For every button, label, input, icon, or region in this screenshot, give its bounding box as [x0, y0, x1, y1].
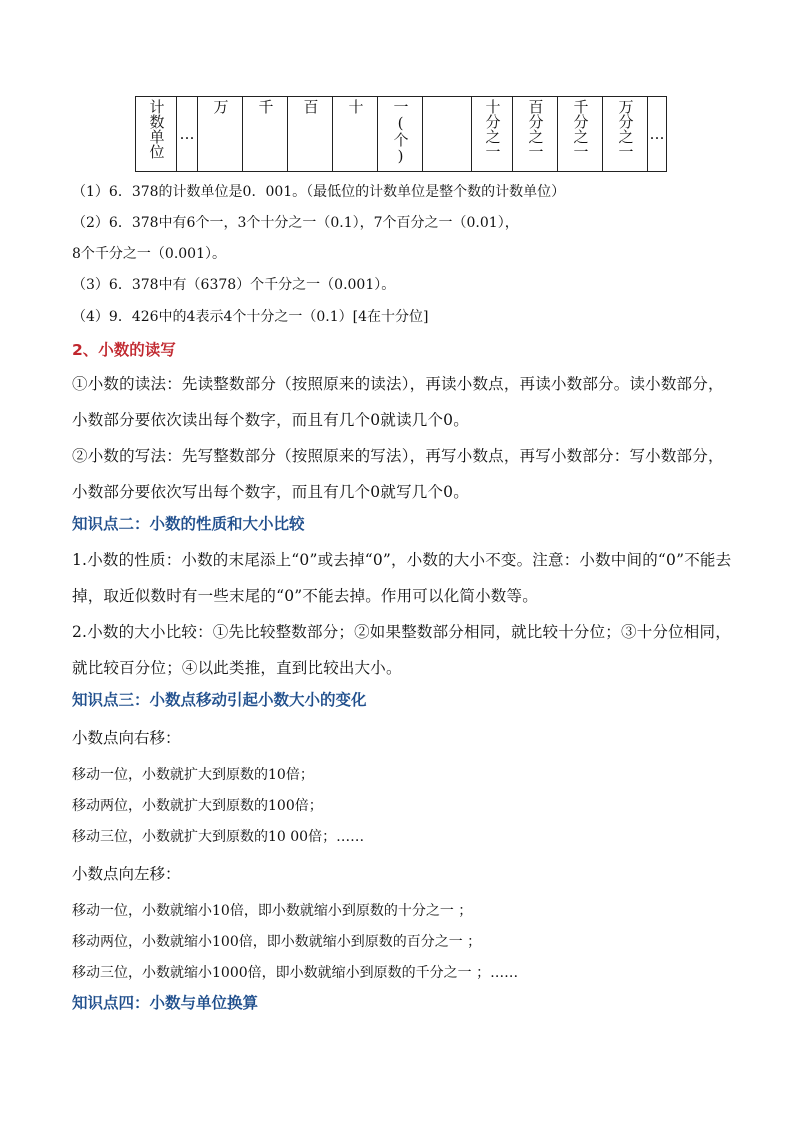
decimal-property: 1.小数的性质：小数的末尾添上“0”或去掉“0”，小数的大小不变。注意：小数中间的“0”不能去掉，取近似数时有一些末尾的“0”不能去掉。作用可以化简小数等。 — [72, 551, 732, 605]
counting-unit-table — [135, 96, 667, 172]
writing-rule: ②小数的写法：先写整数部分（按照原来的写法），再写小数点，再写小数部分：写小数部分，小数部分要依次写出每个数字，而且有几个0就写几个0。 — [72, 447, 724, 501]
move-right-2: 移动两位，小数就扩大到原数的100倍； — [72, 798, 323, 814]
table-cell: 百分之一 — [513, 97, 558, 172]
move-left-title: 小数点向左移： — [72, 865, 181, 883]
note-4: （4）9．426中的4表示4个十分之一（0.1）[4在十分位] — [72, 309, 429, 325]
move-left-3: 移动三位，小数就缩小1000倍，即小数就缩小到原数的千分之一 ；…… — [72, 965, 519, 981]
table-cell: 千 — [243, 97, 288, 172]
decimal-comparison: 2.小数的大小比较：①先比较整数部分；②如果整数部分相同，就比较十分位；③十分位相同，就比较百分位；④以此类推，直到比较出大小。 — [72, 623, 731, 677]
move-right-3: 移动三位，小数就扩大到原数的10 00倍；…… — [72, 829, 365, 845]
table-cell: 十 — [333, 97, 378, 172]
table-cell: 万分之一 — [603, 97, 648, 172]
move-right-1: 移动一位，小数就扩大到原数的10倍； — [72, 767, 314, 783]
section-title-reading-writing: 2、小数的读写 — [72, 341, 176, 359]
table-cell: 千分之一 — [558, 97, 603, 172]
knowledge-point-3-title: 知识点三：小数点移动引起小数大小的变化 — [72, 691, 367, 709]
note-1: （1）6．378的计数单位是0．001。（最低位的计数单位是整个数的计数单位） — [72, 184, 566, 200]
table-cell: 十分之一 — [472, 97, 513, 172]
move-left-1: 移动一位，小数就缩小10倍，即小数就缩小到原数的十分之一 ； — [72, 903, 473, 919]
note-2: （2）6．378中有6个一，3个十分之一（0.1），7个百分之一（0.01）， — [72, 215, 519, 231]
knowledge-point-4-title: 知识点四：小数与单位换算 — [72, 994, 259, 1012]
table-cell: 计数单位 — [136, 97, 177, 172]
table-cell: … — [648, 97, 667, 172]
table-cell: 万 — [198, 97, 243, 172]
note-2-cont: 8个千分之一（0.001）。 — [72, 246, 226, 262]
table-cell — [423, 97, 472, 172]
table-cell: 一(个) — [378, 97, 423, 172]
move-left-2: 移动两位，小数就缩小100倍，即小数就缩小到原数的百分之一 ； — [72, 934, 482, 950]
table-cell: 百 — [288, 97, 333, 172]
table-cell: … — [177, 97, 198, 172]
knowledge-point-2-title: 知识点二：小数的性质和大小比较 — [72, 515, 305, 533]
move-right-title: 小数点向右移： — [72, 729, 181, 747]
note-3: （3）6．378中有（6378）个千分之一（0.001）。 — [72, 277, 396, 293]
reading-rule: ①小数的读法：先读整数部分（按照原来的读法），再读小数点，再读小数部分。读小数部分，小数部分要依次读出每个数字，而且有几个0就读几个0。 — [72, 375, 724, 429]
